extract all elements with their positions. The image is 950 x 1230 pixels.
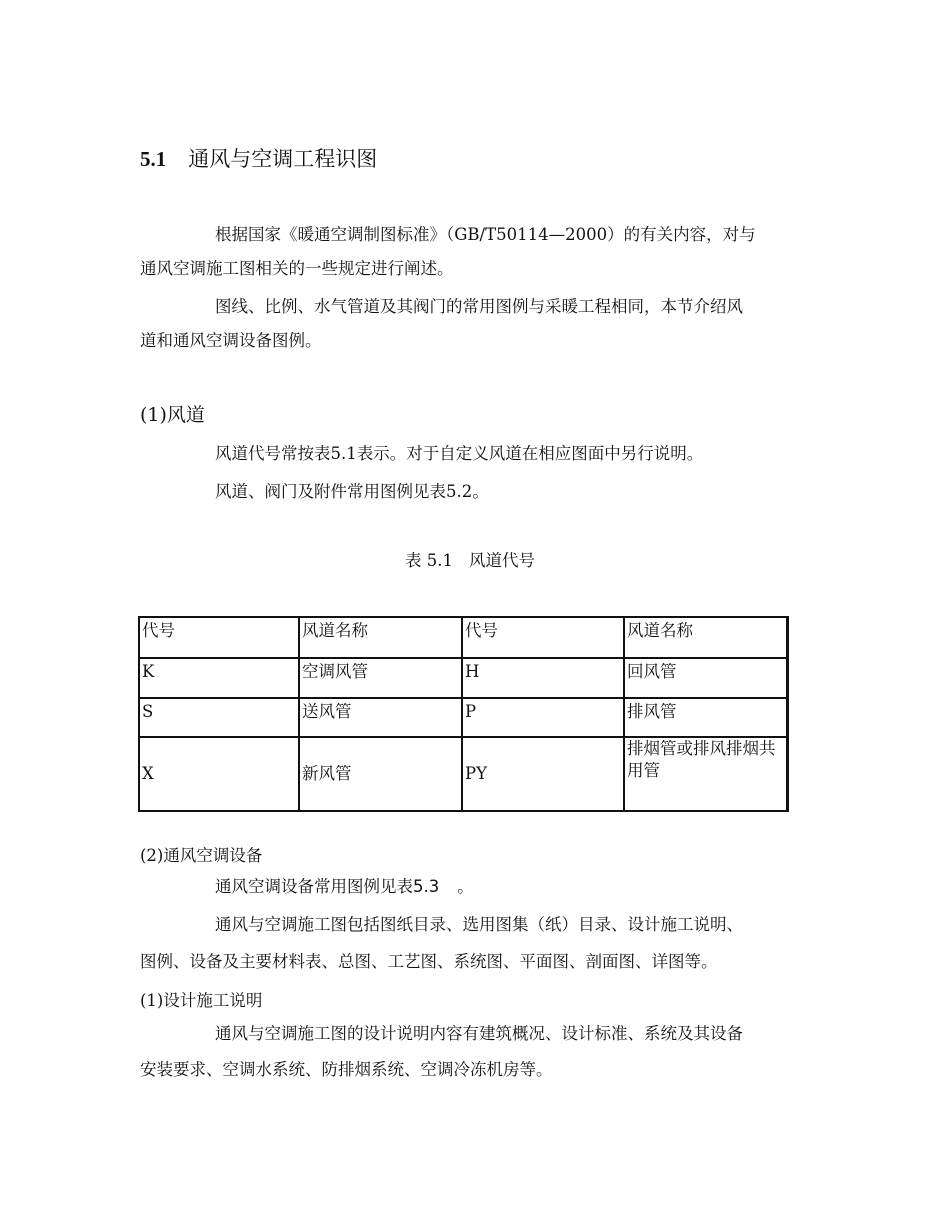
table-cell: H [462, 658, 624, 698]
duct-heading: (1)风道 [140, 404, 205, 426]
table-cell: P [462, 698, 624, 737]
table-caption [405, 547, 535, 571]
equipment-text-prefix: 通风空调设备常用图例见 [215, 877, 397, 896]
table-row [139, 698, 787, 737]
intro-paragraph-2-line-2: 道和通风空调设备图例。 [140, 331, 322, 350]
duct-code-table [138, 616, 789, 812]
table-header-cell: 风道名称 [299, 617, 462, 658]
equipment-text [215, 876, 474, 898]
drawings-line-1: 通风与空调施工图包括图纸目录、选用图集（纸）目录、设计施工说明、 [215, 915, 743, 934]
table-header-row [139, 617, 787, 658]
table-cell: 新风管 [299, 737, 462, 811]
section-number: 5.1 [140, 147, 167, 171]
table-caption-label: 表 5.1 [405, 551, 453, 570]
table-cell: K [139, 658, 299, 698]
table-cell: 排风管 [624, 698, 787, 737]
section-title-text: 通风与空调工程识图 [188, 147, 378, 171]
equipment-heading: (2)通风空调设备 [140, 846, 263, 865]
drawings-line-2: 图例、设备及主要材料表、总图、工艺图、系统图、平面图、剖面图、详图等。 [140, 952, 718, 971]
intro-paragraph-1-line-2: 通风空调施工图相关的一些规定进行阐述。 [140, 259, 454, 278]
table-cell: X [139, 737, 299, 811]
intro-paragraph-2-line-1: 图线、比例、水气管道及其阀门的常用图例与采暖工程相同，本节介绍风 [215, 297, 743, 316]
table-cell: 回风管 [624, 658, 787, 698]
equipment-text-suffix: 。 [457, 877, 474, 896]
design-notes-line-1: 通风与空调施工图的设计说明内容有建筑概况、设计标准、系统及其设备 [215, 1024, 743, 1043]
table-cell: 送风管 [299, 698, 462, 737]
design-notes-line-2: 安装要求、空调水系统、防排烟系统、空调冷冻机房等。 [140, 1060, 553, 1079]
table-cell: PY [462, 737, 624, 811]
equipment-table-reference: 表5.3 [396, 877, 440, 896]
table-header-cell: 风道名称 [624, 617, 787, 658]
duct-text-line-1: 风道代号常按表5.1表示。对于自定义风道在相应图面中另行说明。 [215, 444, 704, 463]
design-notes-heading: (1)设计施工说明 [140, 991, 263, 1010]
intro-paragraph-1-line-1: 根据国家《暖通空调制图标准》（GB/T50114—2000）的有关内容，对与 [215, 225, 756, 244]
table-row [139, 737, 787, 811]
table-caption-title: 风道代号 [469, 551, 535, 570]
table-cell: S [139, 698, 299, 737]
table-header-cell: 代号 [139, 617, 299, 658]
table-cell: 空调风管 [299, 658, 462, 698]
section-title [140, 143, 377, 173]
table-cell: 排烟管或排风排烟共用管 [624, 737, 787, 811]
table-row [139, 658, 787, 698]
duct-text-line-2: 风道、阀门及附件常用图例见表5.2。 [215, 482, 489, 501]
table-header-cell: 代号 [462, 617, 624, 658]
